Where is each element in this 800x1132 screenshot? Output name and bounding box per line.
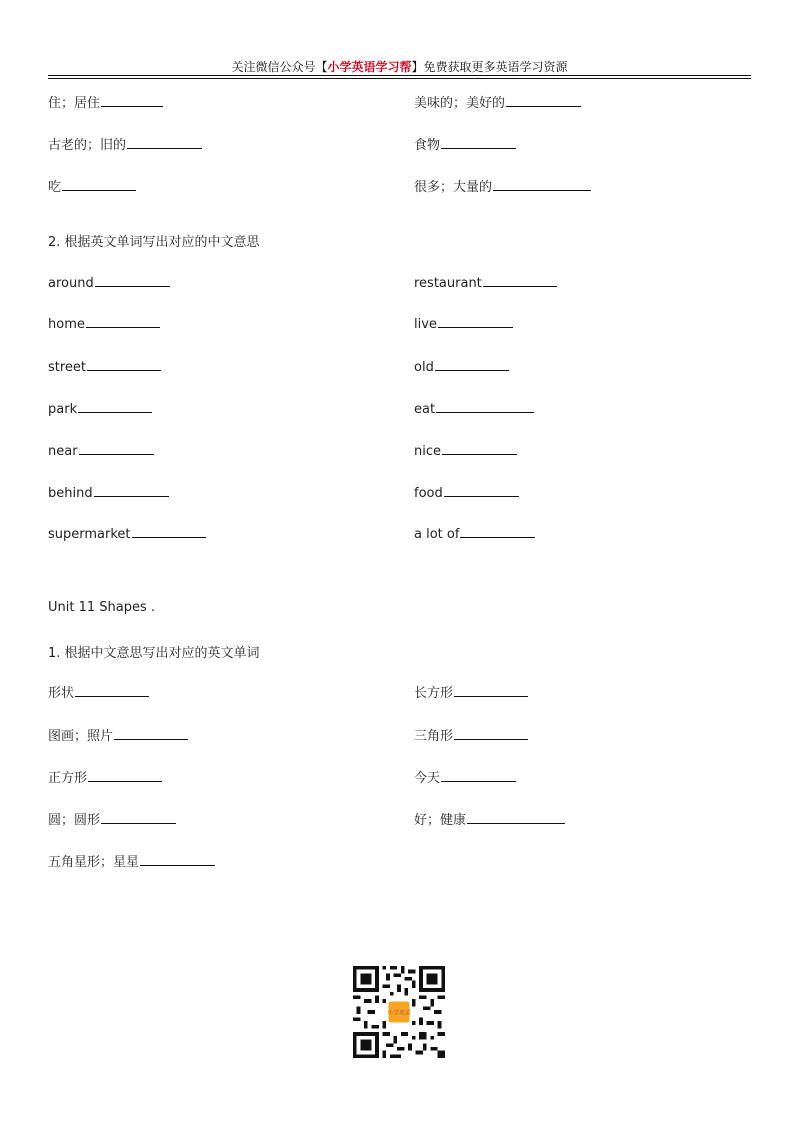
answer-blank[interactable] [442,442,517,455]
header-prefix: 关注微信公众号 [231,60,316,74]
prompt-text: 吃 [48,180,62,195]
header-rule-bottom [48,78,751,79]
unit-heading: 1. 根据中文意思写出对应的英文单词 [48,646,260,661]
item-a-1-left [48,136,202,154]
item-a-1-right [414,136,516,154]
header-suffix: 免费获取更多英语学习资源 [423,60,568,74]
prompt-text: near [48,444,78,459]
item-c-2-right [414,769,516,787]
item-c-2-left [48,769,162,787]
answer-blank[interactable] [62,178,136,191]
item-c-1-right [414,727,528,745]
item-c-0-right [414,684,528,702]
item-b-0-left [48,274,170,292]
prompt-text: 五角星形；星星 [48,855,140,870]
item-c-0-left [48,684,149,702]
prompt-text: around [48,276,94,291]
prompt-text: 正方形 [48,771,88,786]
prompt-text: 形状 [48,686,75,701]
item-b-2-right [414,358,509,376]
prompt-text: park [48,402,78,417]
item-a-2-right [414,178,591,196]
prompt-text: 今天 [414,771,441,786]
prompt-text: supermarket [48,527,131,542]
item-a-0-left [48,94,163,112]
header-rule-top [48,75,751,76]
section-b-heading: 2. 根据英文单词写出对应的中文意思 [48,235,260,250]
answer-blank[interactable] [444,484,519,497]
prompt-text: behind [48,486,93,501]
answer-blank[interactable] [86,315,160,328]
answer-blank[interactable] [127,136,202,149]
prompt-text: 食物 [414,138,441,153]
answer-blank[interactable] [87,358,161,371]
answer-blank[interactable] [114,727,188,740]
item-b-1-left [48,315,160,333]
answer-blank[interactable] [467,811,565,824]
prompt-text: 好；健康 [414,813,467,828]
item-b-2-left [48,358,161,376]
answer-blank[interactable] [95,274,170,287]
answer-blank[interactable] [438,315,513,328]
prompt-text: 图画；照片 [48,729,114,744]
answer-blank[interactable] [436,400,534,413]
item-b-6-left [48,525,206,543]
answer-blank[interactable] [101,94,163,107]
prompt-text: nice [414,444,441,459]
item-b-5-right [414,484,519,502]
prompt-text: old [414,360,434,375]
prompt-text: restaurant [414,276,482,291]
answer-blank[interactable] [441,769,516,782]
prompt-text: home [48,317,85,332]
item-a-2-left [48,178,136,196]
prompt-text: 长方形 [414,686,454,701]
answer-blank[interactable] [460,525,535,538]
item-c-3-right [414,811,565,829]
prompt-text: 很多；大量的 [414,180,493,195]
header-bracket-open: 【 [315,60,328,74]
header-highlight: 小学英语学习帮 [327,60,412,74]
answer-blank[interactable] [435,358,509,371]
answer-blank[interactable] [78,400,152,413]
item-c-1-left [48,727,188,745]
item-c-4-left [48,853,215,871]
prompt-text: street [48,360,87,375]
item-b-6-right [414,525,535,543]
prompt-text: live [414,317,437,332]
prompt-text: 三角形 [414,729,454,744]
item-b-1-right [414,315,513,333]
unit-title: Unit 11 Shapes . [48,600,156,615]
answer-blank[interactable] [441,136,516,149]
answer-blank[interactable] [101,811,176,824]
answer-blank[interactable] [454,727,528,740]
prompt-text: eat [414,402,436,417]
item-a-0-right [414,94,581,112]
item-b-4-right [414,442,517,460]
header-bracket-close: 】 [411,60,424,74]
answer-blank[interactable] [132,525,206,538]
prompt-text: 住；居住 [48,96,101,111]
page-header [48,58,751,75]
qr-code-image [353,966,445,1058]
item-c-3-left [48,811,176,829]
item-b-4-left [48,442,154,460]
prompt-text: 圆；圆形 [48,813,101,828]
answer-blank[interactable] [493,178,591,191]
answer-blank[interactable] [140,853,215,866]
prompt-text: 古老的；旧的 [48,138,127,153]
prompt-text: food [414,486,443,501]
answer-blank[interactable] [79,442,154,455]
answer-blank[interactable] [88,769,162,782]
answer-blank[interactable] [94,484,169,497]
answer-blank[interactable] [506,94,581,107]
item-b-5-left [48,484,169,502]
item-b-0-right [414,274,557,292]
qr-badge-text: 小学英语 [387,1010,411,1017]
item-b-3-left [48,400,152,418]
answer-blank[interactable] [75,684,149,697]
item-b-3-right [414,400,534,418]
answer-blank[interactable] [454,684,528,697]
prompt-text: 美味的；美好的 [414,96,506,111]
prompt-text: a lot of [414,527,460,542]
answer-blank[interactable] [483,274,557,287]
